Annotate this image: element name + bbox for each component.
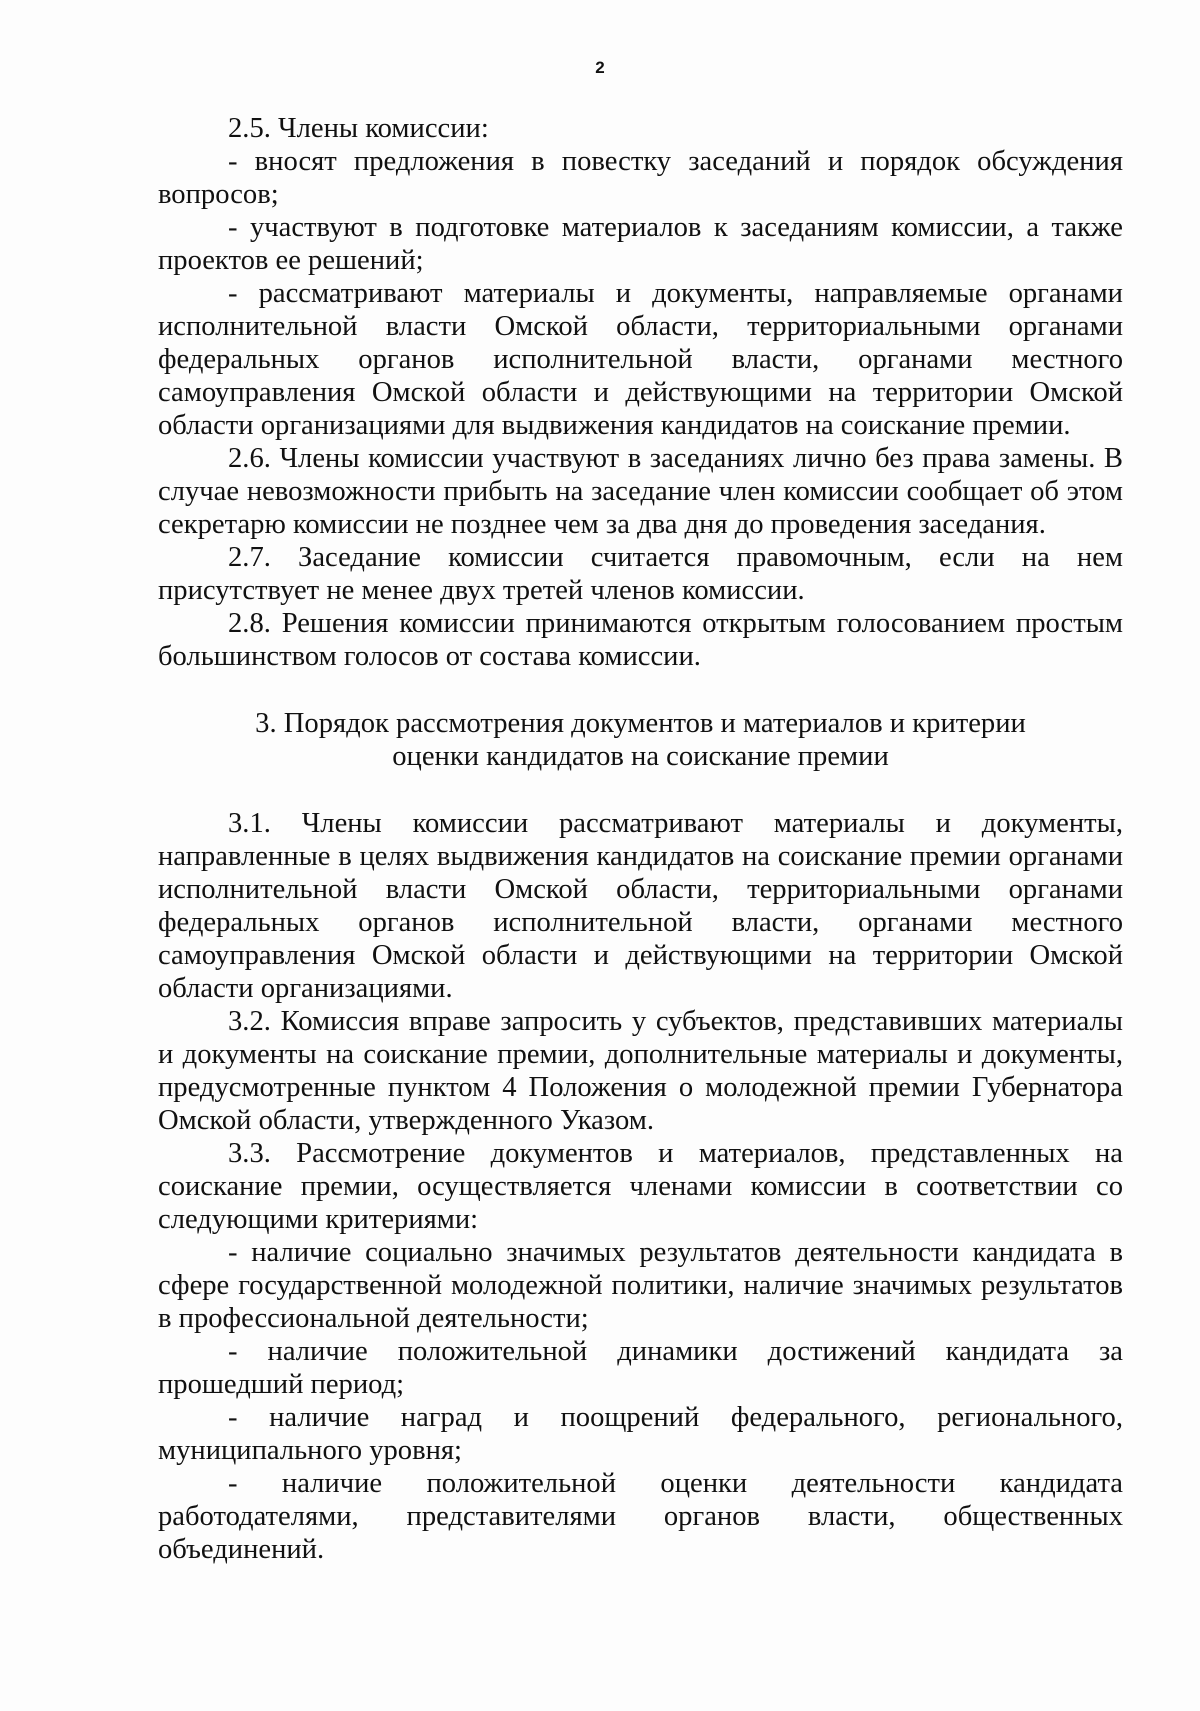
paragraph-2-6: 2.6. Члены комиссии участвуют в заседаниях лично без права замены. В случае невозможности прибыть на заседание член комиссии сообщает об этом секретарю комиссии не позднее чем за два дня до проведения заседания.: [158, 443, 1123, 540]
paragraph-2-7: 2.7. Заседание комиссии считается правомочным, если на нем присутствует не менее двух третей членов комиссии.: [158, 542, 1123, 606]
list-item-review: - рассматривают материалы и документы, направляемые органами исполнительной власти Омской области, территориальными органами федеральных органов исполнительной власти, органами местного самоуправления Омской области и действующими на территории Омской области организациями для выдвижения кандидатов на соискание премии.: [158, 278, 1123, 441]
section-heading: [158, 707, 1123, 773]
paragraph-3-2: 3.2. Комиссия вправе запросить у субъектов, представивших материалы и документы на соискание премии, дополнительные материалы и документы, предусмотренные пунктом 4 Положения о молодежной премии Губернатора Омской области, утвержденного Указом.: [158, 1006, 1123, 1136]
paragraph-3-3: 3.3. Рассмотрение документов и материалов, представленных на соискание премии, осуществляется членами комиссии в соответствии со следующими критериями:: [158, 1138, 1123, 1235]
document-body: [158, 112, 1123, 1566]
criteria-item-evaluation: - наличие положительной оценки деятельности кандидата работодателями, представителями органов власти, общественных объединений.: [158, 1468, 1123, 1565]
page-number: 2: [595, 58, 605, 77]
criteria-item-results: - наличие социально значимых результатов деятельности кандидата в сфере государственной молодежной политики, наличие значимых результатов в профессиональной деятельности;: [158, 1237, 1123, 1334]
list-item-proposals: - вносят предложения в повестку заседаний и порядок обсуждения вопросов;: [158, 146, 1123, 210]
paragraph-3-1: 3.1. Члены комиссии рассматривают материалы и документы, направленные в целях выдвижения кандидатов на соискание премии органами исполнительной власти Омской области, территориальными органами федеральных органов исполнительной власти, органами местного самоуправления Омской области и действующими на территории Омской области организациями.: [158, 808, 1123, 1004]
section-heading-line-1: 3. Порядок рассмотрения документов и материалов и критерии: [255, 708, 1026, 739]
paragraph-2-8: 2.8. Решения комиссии принимаются открытым голосованием простым большинством голосов от состава комиссии.: [158, 608, 1123, 672]
list-item-preparation: - участвуют в подготовке материалов к заседаниям комиссии, а также проектов ее решений;: [158, 212, 1123, 276]
criteria-item-awards: - наличие наград и поощрений федерального, регионального, муниципального уровня;: [158, 1402, 1123, 1466]
paragraph-2-5: 2.5. Члены комиссии:: [228, 113, 489, 144]
criteria-item-dynamics: - наличие положительной динамики достижений кандидата за прошедший период;: [158, 1336, 1123, 1400]
section-heading-line-2: оценки кандидатов на соискание премии: [392, 741, 889, 772]
